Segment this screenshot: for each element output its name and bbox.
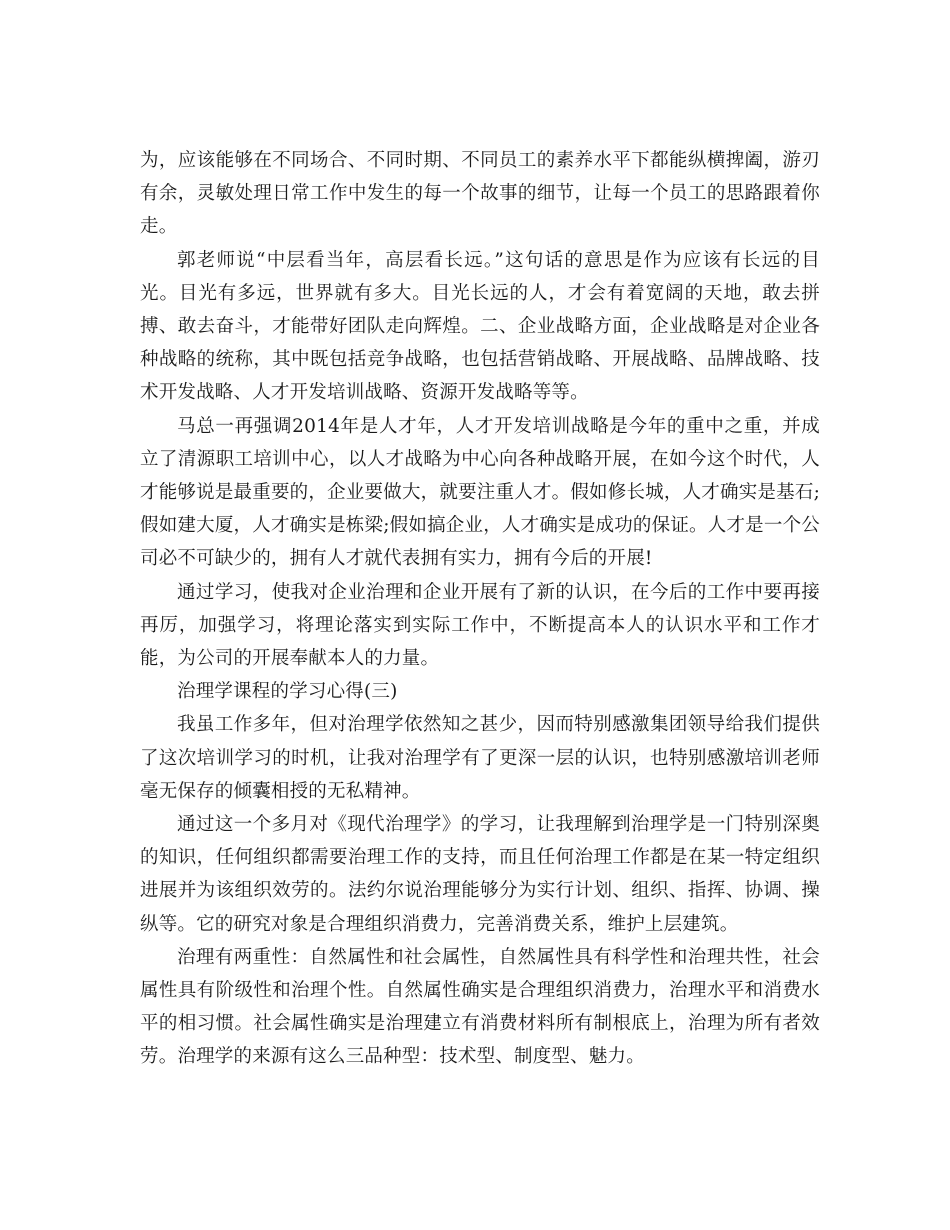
paragraph-learning-summary: 通过学习，使我对企业治理和企业开展有了新的认识，在今后的工作中要再接再厉，加强学习，将理论落实到实际工作中，不断提高本人的认识水平和工作才能，为公司的开展奉献本人的力量。 bbox=[140, 581, 820, 670]
section-heading: 治理学课程的学习心得(三) bbox=[177, 681, 398, 703]
paragraph-dual-nature: 治理有两重性：自然属性和社会属性，自然属性具有科学性和治理共性，社会属性具有阶级性和治理个性。自然属性确实是合理组织消费力，治理水平和消费水平的相习惯。社会属性确实是治理建立有消费材料所有制根底上，治理为所有者效劳。治理学的来源有这么三品种型：技术型、制度型、魅力。 bbox=[140, 946, 820, 1068]
paragraph-gratitude: 我虽工作多年，但对治理学依然知之甚少，因而特别感激集团领导给我们提供了这次培训学习的时机，让我对治理学有了更深一层的认识，也特别感激培训老师毫无保存的倾囊相授的无私精神。 bbox=[140, 714, 820, 802]
paragraph-guo-quote: 郭老师说“中层看当年，高层看长远。”这句话的意思是作为应该有长远的目光。目光有多远，世界就有多大。目光长远的人，才会有着宽阔的天地，敢去拼搏、敢去奋斗，才能带好团队走向辉煌。二、企业战略方面，企业战略是对企业各种战略的统称，其中既包括竞争战略，也包括营销战略、开展战略、品牌战略、技术开发战略、人才开发培训战略、资源开发战略等等。 bbox=[140, 249, 820, 404]
paragraph-talent-year: 马总一再强调2014年是人才年，人才开发培训战略是今年的重中之重，并成立了清源职工培训中心，以人才战略为中心向各种战略开展，在如今这个时代，人才能够说是最重要的，企业要做大，就要注重人才。假如修长城，人才确实是基石;假如建大厦，人才确实是栋梁;假如搞企业，人才确实是成功的保证。人才是一个公司必不可缺少的，拥有人才就代表拥有实力，拥有今后的开展! bbox=[140, 415, 820, 570]
paragraph-modern-management: 通过这一个多月对《现代治理学》的学习，让我理解到治理学是一门特别深奥的知识，任何组织都需要治理工作的支持，而且任何治理工作都是在某一特定组织进展并为该组织效劳的。法约尔说治理能够分为实行计划、组织、指挥、协调、操纵等。它的研究对象是合理组织消费力，完善消费关系，维护上层建筑。 bbox=[140, 814, 820, 935]
paragraph-continuation: 为，应该能够在不同场合、不同时期、不同员工的素养水平下都能纵横捭阖，游刃有余，灵敏处理日常工作中发生的每一个故事的细节，让每一个员工的思路跟着你走。 bbox=[140, 150, 820, 238]
